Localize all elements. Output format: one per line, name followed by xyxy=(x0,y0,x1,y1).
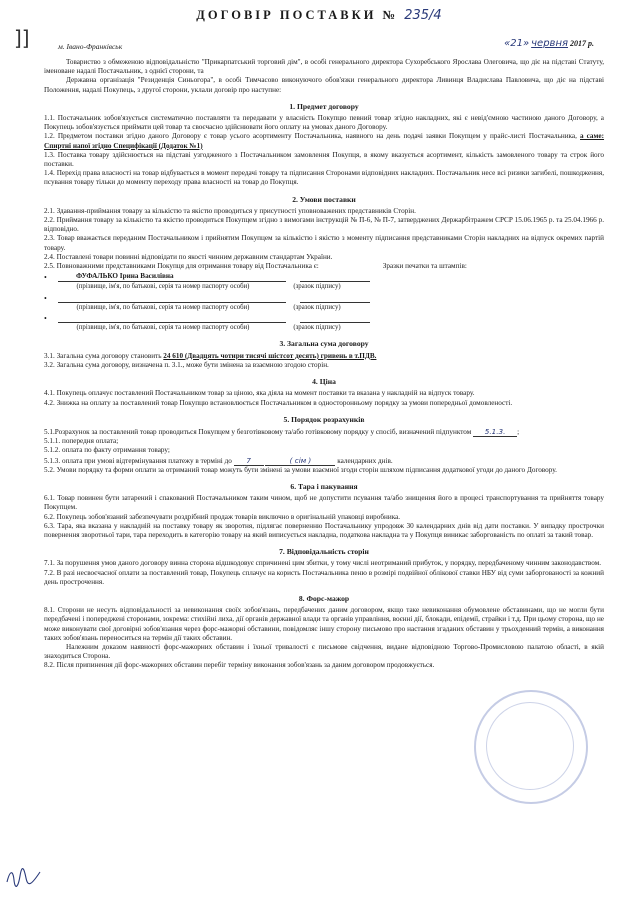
clause-8-1: 8.1. Сторони не несуть відповідальності за невиконання своїх зобов'язань, передбачених даним договором, якщо таке невиконання обумовлене обставинами, що не могли бути передбачені і попереджені сторонами, зокрема: стихійні лиха, дії органів державної влади та органів управління, воєнні дії, блокади, епідемії, страйки і т.д. При цьому сторона, що не може виконувати свої договірні зобов'язання через форс-мажорні обставини, повідомляє іншу сторону письмово про настання згаданих обставин у трьохденний термін, а виконання таких зобов'язань переноситься на термін дії таких обставин. xyxy=(44,606,604,642)
clause-2-3: 2.3. Товар вважається переданим Постачальником і прийнятим Покупцем за кількістю і якістю з моменту підписання представниками Сторін накладних на відпуск окремих партій товару. xyxy=(44,234,604,252)
signature-line xyxy=(300,272,370,282)
representative-row-2 xyxy=(44,293,604,303)
clause-5-1-2: 5.1.2. оплата по факту отримання товару; xyxy=(44,446,170,455)
clause-5-1-3-tail: календарних днів. xyxy=(337,456,393,465)
section-2-heading: 2. Умови поставки xyxy=(292,194,356,204)
section-1-heading: 1. Предмет договору xyxy=(289,101,359,111)
clause-5-1-text: 5.1.Розрахунок за поставлений товар проводиться Покупцем у безготівковому та/або готівковому порядку у спосіб, визначений підпунктом xyxy=(44,427,472,436)
representative-name-empty xyxy=(58,293,286,303)
signature-line xyxy=(300,313,370,323)
days-words-handwritten: ( сім ) xyxy=(265,456,335,466)
clause-2-4: 2.4. Поставлені товари повинні відповідати по якості чинним державним стандартам України. xyxy=(44,252,333,261)
clause-6-1: 6.1. Товар повинен бути затарений і спакований Постачальником таким чином, щоб не допустити псування та/або знищення його в процесі транспортування та прийняття товару Покупцем. xyxy=(44,494,604,512)
contract-date xyxy=(504,38,594,49)
party-buyer: Державна організація "Резиденція Синьогора", в особі Тимчасово виконуючого обов'язки генерального директора Ливинця Владислава Павловича, що діє на підставі Положення, надалі Покупець, з другої сторони, уклали договір про наступне: xyxy=(44,76,604,94)
handwritten-signature xyxy=(4,862,44,890)
city: м. Івано-Франківськ xyxy=(58,42,123,51)
clause-1-2-text: 1.2. Предметом поставки згідно даного Договору є товар усього асортименту Постачальника, наявного на день подачі заявки Покупцем у прайс-листі Постачальника, xyxy=(44,132,577,141)
clause-6-2: 6.2. Покупець зобов'язаний забезпечувати роздрібний продаж товарів виключно в оригінальній упаковці виробника. xyxy=(44,512,401,521)
caption-signature: (зразок підпису) xyxy=(293,283,341,291)
caption-signature: (зразок підпису) xyxy=(293,303,341,311)
bullet-icon: • xyxy=(44,273,47,283)
date-month: червня xyxy=(531,38,568,49)
section-3-heading: 3. Загальна сума договору xyxy=(279,339,369,349)
section-6-heading: 6. Тара і пакування xyxy=(290,481,358,491)
bullet-icon: • xyxy=(44,314,47,324)
representative-caption-3 xyxy=(44,323,604,332)
clause-5-1-1: 5.1.1. попередня оплата; xyxy=(44,437,119,446)
caption-person: (прізвище, ім'я, по батькові, серія та номер паспорту особи) xyxy=(76,303,250,311)
representative-caption-2 xyxy=(44,303,604,312)
section-5-heading: 5. Порядок розрахунків xyxy=(283,414,365,424)
clause-5-2: 5.2. Умови порядку та форми оплати за отриманий товар можуть бути змінені за умови взаємної згоди сторін шляхом підписання додаткової угоди до даного Договору. xyxy=(44,465,557,474)
contract-total: 24 610 (Двадцять чотири тисячі шістсот десять) гривень в т.ПДВ. xyxy=(163,351,377,360)
clause-2-2: 2.2. Приймання товару за кількістю та якістю проводиться Покупцем згідно з вимогами інструкцій № П-6, № П-7, затверджених Держарбітражем СРСР 15.06.1965 р. та 25.04.1966 р. відповідно. xyxy=(44,216,604,234)
clause-3-1-text: 3.1. Загальна сума договору становить xyxy=(44,351,162,360)
representative-name-empty xyxy=(58,313,286,323)
caption-person: (прізвище, ім'я, по батькові, серія та номер паспорту особи) xyxy=(76,283,250,291)
representative-caption-1 xyxy=(44,282,604,291)
caption-person: (прізвище, ім'я, по батькові, серія та номер паспорту особи) xyxy=(76,324,250,332)
clause-5-1-handwritten: 5.1.3. xyxy=(473,427,517,437)
clause-5-1-3-text: 5.1.3. оплата при умові відтермінування платежу в терміні до xyxy=(44,456,232,465)
clause-2-1: 2.1. Здавання-приймання товару за кількістю та якістю проводиться у присутності уповноважених представників Сторін. xyxy=(44,206,416,215)
clause-1-3: 1.3. Поставка товару здійснюється на підставі узгодженого з Постачальником замовлення Покупця, в якому вказується асортимент, кількість замовленого товару та строк його поставки. xyxy=(44,150,604,169)
clause-8-1-evidence: Належним доказом наявності форс-мажорних обставин і їхньої тривалості є письмове свідчення, видане відповідною Торгово-Промисловою палатою області, в якій знаходиться Сторона. xyxy=(44,642,604,661)
samples-label: Зразки печатки та штампів: xyxy=(382,262,467,271)
clause-3-1 xyxy=(44,352,604,361)
contract-number: 235/4 xyxy=(404,8,442,23)
days-number-handwritten: 7 xyxy=(234,456,264,466)
party-supplier: Товариство з обмеженою відповідальністю "Прикарпатський торговий дім", в особі генерального директора Сухоребського Ярослава Олеговича, що діє на підставі Статуту, іменоване надалі Постачальник, з однієї сторони, та xyxy=(44,58,604,76)
caption-signature: (зразок підпису) xyxy=(293,324,341,332)
representative-row-1 xyxy=(44,272,604,282)
clause-1-2-subject: а саме: Спиртні напої згідно Специфікації (Додаток №1) xyxy=(44,132,605,150)
margin-bracket-mark: ]] xyxy=(14,26,30,50)
clause-1-1: 1.1. Постачальник зобов'язується систематично поставляти та передавати у власність Покупцю певний товар згідно накладних, які є невід'ємною частиною даного Договору, а Покупець зобов'язується приймати цей товар та своєчасно здійснювати його оплату на умовах даного Договору. xyxy=(44,114,604,132)
section-7-heading: 7. Відповідальність сторін xyxy=(279,547,369,557)
official-seal-inner-ring xyxy=(486,702,574,790)
contract-title xyxy=(0,8,638,23)
clause-1-2 xyxy=(44,132,604,150)
clause-4-2: 4.2. Знижка на оплату за поставлений товар Покупцю встановлюється Постачальником в односторонньому порядку за умови попередньої домовленості. xyxy=(44,398,513,407)
clause-7-2: 7.2. В разі несвоєчасної оплати за поставлений товар, Покупець сплачує на користь Постачальника пеню в розмірі подвійної облікової ставки НБУ від суми заборгованості за кожний день прострочення. xyxy=(44,568,604,586)
clause-4-1: 4.1. Покупець оплачує поставлений Постачальником товар за ціною, яка діяла на момент поставки та вказана у накладній на відпуск товару. xyxy=(44,389,475,398)
clause-7-1: 7.1. За порушення умов даного договору винна сторона відшкодовує спричинені цим збитки, у тому числі неотриманий прибуток, у порядку, передбаченому чинним законодавством. xyxy=(44,559,602,568)
clause-3-2: 3.2. Загальна сума договору, визначена п. 3.1., може бути змінена за взаємною згодою сторін. xyxy=(44,360,329,369)
date-year: 2017 р. xyxy=(570,39,594,48)
section-4-heading: 4. Ціна xyxy=(312,377,336,387)
contract-body xyxy=(44,58,604,671)
signature-line xyxy=(300,293,370,303)
clause-5-1-3 xyxy=(44,456,604,466)
bullet-icon: • xyxy=(44,293,47,303)
clause-2-5 xyxy=(44,262,604,271)
representative-row-3 xyxy=(44,313,604,323)
representative-name: ФУФАЛЬКО Ірина Василівна xyxy=(58,272,286,282)
clause-8-2: 8.2. Після припинення дії форс-мажорних обставин перебіг терміну виконання зобов'язань за даним договором продовжується. xyxy=(44,661,435,670)
clause-1-4: 1.4. Перехід права власності на товар відбувається в момент передачі товару та підписання Сторонами відповідних накладних. Постачальник несе всі ризики загибелі, пошкодження, псування товару тільки до моменту переходу права власності на товар до Покупця. xyxy=(44,169,604,187)
date-day: «21» xyxy=(504,38,530,49)
title-text: ДОГОВІР ПОСТАВКИ № xyxy=(196,8,399,22)
clause-6-3: 6.3. Тара, яка вказана у накладній на поставку товару як зворотня, підлягає поверненню Постачальнику упродовж 30 календарних днів від дати поставки. У випадку прострочки повернення зворотньої тари, тара переходить в категорію товару на який виписується накладна, податкова накладна та у Покупця виникає заборгованість по оплаті за такий товар. xyxy=(44,521,604,539)
clause-5-1: 5.1.Розрахунок за поставлений товар проводиться Покупцем у безготівковому та/або готівковому порядку у спосіб, визначений підпунктом 5.1.3. ; xyxy=(44,426,520,436)
clause-2-5-text: 2.5. Повноважними представниками Покупця для отримання товару від Постачальника є: xyxy=(44,262,319,271)
section-8-heading: 8. Форс-мажор xyxy=(298,593,350,603)
